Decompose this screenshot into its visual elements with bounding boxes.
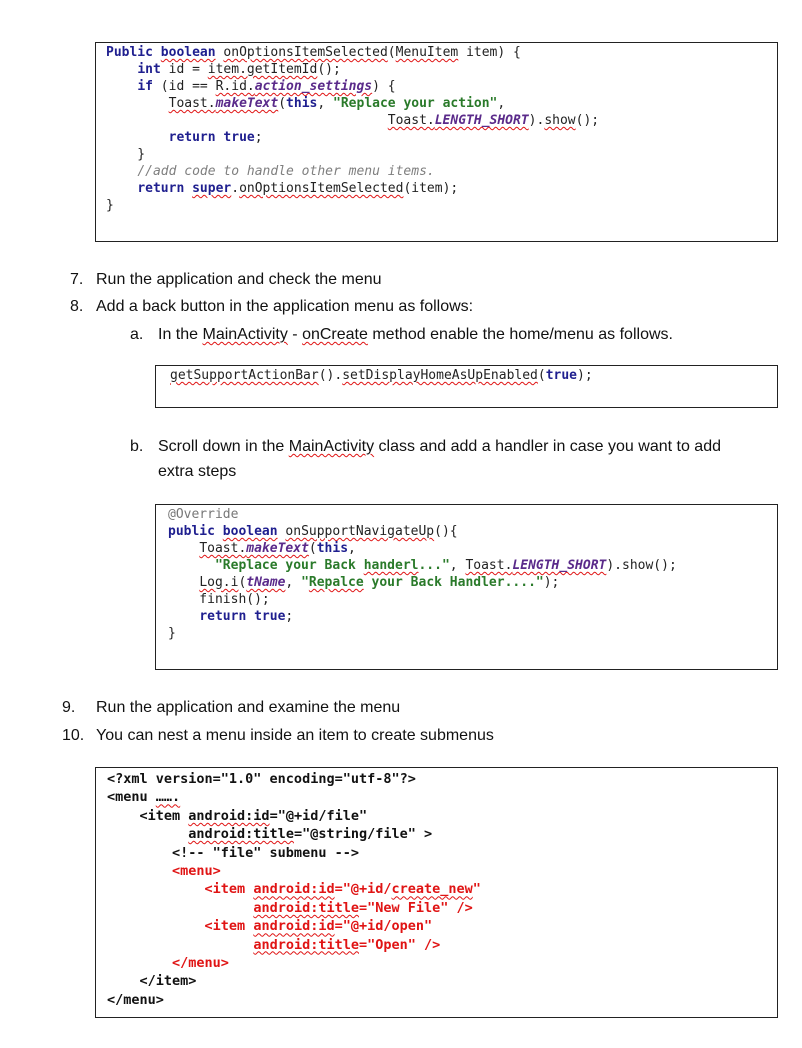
code-token: ); bbox=[543, 575, 560, 590]
step-number: 10. bbox=[62, 727, 85, 744]
step-text: Run the application and check the menu bbox=[96, 271, 382, 288]
code-line bbox=[168, 506, 777, 523]
code-token bbox=[246, 609, 254, 624]
code-token: } bbox=[106, 147, 146, 162]
text-part: Scroll down in the bbox=[158, 438, 289, 455]
code-token: android:title bbox=[188, 826, 294, 843]
code-token bbox=[107, 900, 253, 916]
step-text: Add a back button in the application menu as follows: bbox=[96, 298, 474, 315]
code-token bbox=[107, 937, 253, 953]
code-token: return bbox=[137, 181, 185, 196]
code-token: ="@+id/ bbox=[334, 881, 392, 898]
code-token: ).show(); bbox=[606, 558, 677, 573]
code-line bbox=[107, 972, 777, 990]
code-token: onOptionsItemSelected bbox=[239, 181, 404, 196]
code-token: ( bbox=[308, 541, 317, 556]
code-token: ..." bbox=[418, 558, 450, 573]
code-token: makeText bbox=[246, 541, 309, 556]
code-token: //add code to handle other menu items. bbox=[137, 164, 435, 179]
code-listing bbox=[107, 770, 777, 1009]
code-token: id = bbox=[160, 62, 208, 77]
code-line bbox=[106, 44, 777, 61]
code-token: Toast. bbox=[465, 558, 513, 573]
code-line bbox=[107, 825, 777, 843]
code-token: return bbox=[168, 130, 216, 145]
substep-text bbox=[158, 438, 721, 456]
code-line bbox=[168, 540, 777, 557]
code-token: ="Open" /> bbox=[358, 936, 441, 953]
code-token bbox=[107, 826, 188, 842]
code-token: boolean bbox=[222, 524, 278, 539]
code-line bbox=[107, 844, 777, 862]
code-line bbox=[106, 95, 777, 112]
code-token: } bbox=[168, 626, 176, 641]
code-token: show bbox=[544, 113, 576, 128]
code-token: </menu> bbox=[107, 991, 164, 1008]
code-token: <item bbox=[107, 881, 254, 898]
code-token: LENGTH_SHORT bbox=[512, 558, 607, 573]
code-line bbox=[106, 146, 777, 163]
code-token: , bbox=[317, 96, 334, 111]
code-line bbox=[107, 899, 777, 917]
code-token: finish(); bbox=[168, 592, 270, 607]
code-token: , bbox=[348, 541, 356, 556]
code-token bbox=[215, 524, 223, 539]
code-box-home-as-up bbox=[155, 365, 778, 408]
code-line bbox=[107, 991, 777, 1009]
code-token: <menu bbox=[107, 789, 156, 806]
text-part: In the bbox=[158, 326, 203, 343]
code-token bbox=[106, 79, 137, 94]
code-line bbox=[168, 574, 777, 591]
code-listing bbox=[168, 506, 777, 642]
code-token: LENGTH_SHORT bbox=[434, 113, 529, 128]
code-line bbox=[106, 180, 777, 197]
code-token: (){ bbox=[434, 524, 458, 539]
code-token: , bbox=[497, 96, 506, 111]
code-token bbox=[106, 181, 137, 196]
text-part: method enable the home/menu as follows. bbox=[367, 326, 673, 343]
code-token: Repalce bbox=[308, 575, 364, 590]
code-token: super bbox=[192, 181, 232, 196]
code-token: action_settings bbox=[254, 79, 373, 94]
code-listing bbox=[170, 367, 777, 384]
code-token: (). bbox=[318, 368, 343, 383]
code-line bbox=[107, 788, 777, 806]
code-token: ); bbox=[577, 368, 593, 383]
text-part: class and add a handler in case you want to add bbox=[374, 438, 721, 455]
code-token: true bbox=[545, 368, 578, 383]
code-token: <menu> bbox=[107, 863, 221, 880]
code-line bbox=[107, 770, 777, 788]
code-token bbox=[106, 96, 169, 111]
substep-label: b. bbox=[130, 438, 144, 455]
code-token: onOptionsItemSelected bbox=[223, 45, 388, 60]
code-token: (item); bbox=[403, 181, 459, 196]
code-token: ="@string/file" > bbox=[293, 826, 433, 843]
code-token: if bbox=[137, 79, 153, 94]
class-name: MainActivity bbox=[202, 326, 288, 343]
code-line bbox=[106, 197, 777, 214]
code-token: " bbox=[301, 575, 309, 590]
code-token: Toast. bbox=[387, 113, 435, 128]
step-text: Run the application and examine the menu bbox=[96, 699, 401, 716]
code-token: ; bbox=[254, 130, 263, 145]
code-token bbox=[184, 181, 192, 196]
substep-text bbox=[158, 326, 673, 344]
substep-label: a. bbox=[130, 326, 144, 343]
code-line bbox=[168, 523, 777, 540]
code-token bbox=[106, 164, 137, 179]
code-token: ) { bbox=[372, 79, 396, 94]
code-token: true bbox=[254, 609, 286, 624]
code-token: ( bbox=[238, 575, 247, 590]
code-token: " bbox=[472, 881, 481, 898]
code-line bbox=[107, 936, 777, 954]
method-name: onCreate bbox=[302, 326, 368, 343]
code-token bbox=[106, 62, 137, 77]
code-token: "Replace your Back bbox=[214, 558, 364, 573]
code-line bbox=[168, 591, 777, 608]
code-line bbox=[107, 917, 777, 935]
code-token: android:title bbox=[253, 899, 359, 916]
code-line bbox=[106, 112, 777, 129]
code-token: ( bbox=[278, 96, 287, 111]
code-token bbox=[168, 558, 215, 573]
code-token: ="@+id/file" bbox=[269, 807, 368, 824]
code-line bbox=[106, 61, 777, 78]
code-line bbox=[106, 129, 777, 146]
code-box-submenu-xml bbox=[95, 767, 778, 1018]
code-token: android:id bbox=[188, 807, 270, 824]
code-token: create_new bbox=[391, 881, 473, 898]
code-token: @Override bbox=[168, 507, 239, 522]
code-token: </item> bbox=[107, 973, 197, 990]
code-line bbox=[106, 78, 777, 95]
code-line bbox=[168, 608, 777, 625]
code-token: your Back Handler...." bbox=[363, 575, 544, 590]
step-number: 7. bbox=[70, 271, 84, 288]
code-line bbox=[168, 625, 777, 642]
substep-b-line2: extra steps bbox=[158, 463, 237, 480]
code-token: ; bbox=[285, 609, 294, 624]
code-token bbox=[106, 130, 169, 145]
code-token: "Replace your action" bbox=[333, 96, 498, 111]
code-token: return bbox=[199, 609, 247, 624]
code-line bbox=[170, 367, 777, 384]
code-token: setDisplayHomeAsUpEnabled bbox=[342, 368, 538, 383]
step-number: 8. bbox=[70, 298, 84, 315]
code-token: (); bbox=[575, 113, 600, 128]
code-token bbox=[168, 541, 199, 556]
code-token: android:id bbox=[253, 881, 335, 898]
text-part: - bbox=[287, 326, 303, 343]
code-token: </menu> bbox=[107, 955, 229, 972]
code-token: public bbox=[168, 524, 215, 539]
code-token: this bbox=[286, 96, 318, 111]
class-name: MainActivity bbox=[288, 438, 375, 455]
code-token: tName bbox=[246, 575, 286, 590]
code-line bbox=[107, 880, 777, 898]
code-token: ( bbox=[537, 368, 546, 383]
code-token: getSupportActionBar bbox=[170, 368, 319, 383]
code-token: Toast. bbox=[168, 96, 216, 111]
code-token: <?xml version="1.0" encoding="utf-8"?> bbox=[107, 771, 416, 787]
code-token: Public bbox=[106, 45, 161, 60]
code-box-navigate-up bbox=[155, 504, 778, 670]
code-line bbox=[107, 862, 777, 880]
code-token: , bbox=[449, 558, 466, 573]
code-token: item.getItemId bbox=[207, 62, 318, 77]
code-token: MenuItem bbox=[395, 45, 459, 60]
code-token: makeText bbox=[215, 96, 279, 111]
code-token: R.id. bbox=[215, 79, 255, 94]
code-box-options-item-selected bbox=[95, 42, 778, 242]
code-token: <!-- "file" submenu --> bbox=[107, 844, 359, 861]
code-token: android:id bbox=[253, 918, 335, 935]
code-token: this bbox=[316, 541, 349, 556]
code-listing bbox=[106, 44, 777, 214]
code-token: } bbox=[106, 198, 114, 213]
code-line bbox=[107, 807, 777, 825]
code-token: handerl bbox=[363, 558, 419, 573]
code-token: ( bbox=[387, 45, 396, 60]
code-line bbox=[106, 163, 777, 180]
code-token bbox=[168, 575, 199, 590]
code-line bbox=[168, 557, 777, 574]
code-token: Toast. bbox=[199, 541, 247, 556]
step-number: 9. bbox=[62, 699, 76, 716]
code-token bbox=[168, 609, 199, 624]
code-token: boolean bbox=[160, 45, 216, 60]
code-token: (); bbox=[317, 62, 341, 77]
code-token: ……. bbox=[155, 789, 181, 806]
code-token: onSupportNavigateUp bbox=[285, 524, 435, 539]
code-token: android:title bbox=[253, 936, 359, 953]
code-token: . bbox=[231, 181, 240, 196]
code-token: Log.i bbox=[199, 575, 239, 590]
code-token: ). bbox=[528, 113, 545, 128]
step-text: You can nest a menu inside an item to create submenus bbox=[96, 727, 494, 744]
code-token: true bbox=[223, 130, 255, 145]
code-token: <item bbox=[107, 807, 189, 824]
code-token: <item bbox=[107, 918, 254, 935]
code-token bbox=[106, 113, 388, 128]
code-token: ="New File" /> bbox=[358, 899, 473, 916]
code-token: (id == bbox=[152, 79, 216, 94]
code-token: int bbox=[137, 62, 161, 77]
code-line bbox=[107, 954, 777, 972]
code-token: item) { bbox=[458, 45, 521, 60]
code-token: , bbox=[285, 575, 302, 590]
code-token: ="@+id/open" bbox=[334, 918, 433, 935]
